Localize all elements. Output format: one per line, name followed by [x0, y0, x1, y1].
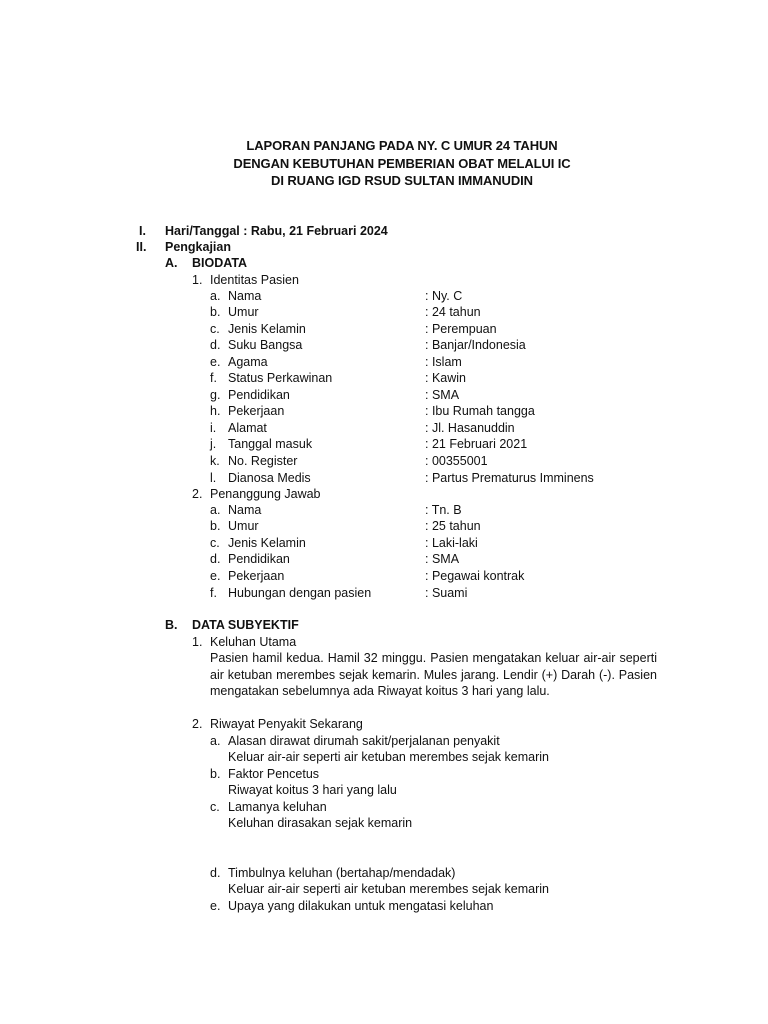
row-label: Hubungan dengan pasien: [228, 586, 372, 600]
row-label: Pendidikan: [228, 388, 290, 402]
item-detail: Keluar air-air seperti air ketuban merembes sejak kemarin: [228, 750, 549, 764]
item-detail: Keluhan dirasakan sejak kemarin: [228, 816, 413, 830]
row-letter: b.: [210, 305, 221, 319]
row-letter: f.: [210, 586, 217, 600]
row-letter: f.: [210, 371, 217, 385]
row-letter: i.: [210, 421, 217, 435]
row-value: : 21 Februari 2021: [425, 437, 528, 451]
row-letter: e.: [210, 355, 221, 369]
row-value: : SMA: [425, 552, 460, 566]
row-letter: c.: [210, 536, 220, 550]
row-label: Suku Bangsa: [228, 338, 303, 352]
row-value: : Laki-laki: [425, 536, 478, 550]
subsection-b-letter: B.: [165, 618, 178, 632]
keluhan-heading: Keluhan Utama: [210, 635, 297, 649]
penanggung-heading: Penanggung Jawab: [210, 487, 321, 501]
penanggung-number: 2.: [192, 487, 203, 501]
row-value: : 25 tahun: [425, 519, 481, 533]
row-value: : Perempuan: [425, 322, 497, 336]
section-2-number: II.: [136, 240, 147, 254]
item-letter: c.: [210, 800, 220, 814]
document-title: [0, 137, 768, 190]
identitas-number: 1.: [192, 273, 203, 287]
row-letter: g.: [210, 388, 221, 402]
row-value: : Banjar/Indonesia: [425, 338, 526, 352]
item-letter: e.: [210, 899, 221, 913]
row-value: : Tn. B: [425, 503, 462, 517]
row-value: : Ny. C: [425, 289, 463, 303]
row-label: Nama: [228, 289, 262, 303]
row-letter: d.: [210, 552, 221, 566]
row-value: : Pegawai kontrak: [425, 569, 525, 583]
row-label: Jenis Kelamin: [228, 536, 306, 550]
row-letter: a.: [210, 503, 221, 517]
item-letter: a.: [210, 734, 221, 748]
title-line-1: LAPORAN PANJANG PADA NY. C UMUR 24 TAHUN: [246, 138, 558, 153]
riwayat-heading: Riwayat Penyakit Sekarang: [210, 717, 363, 731]
row-letter: h.: [210, 404, 221, 418]
subsection-a-title: BIODATA: [192, 256, 248, 270]
row-label: Dianosa Medis: [228, 471, 311, 485]
section-2-title: Pengkajian: [165, 240, 231, 254]
row-letter: a.: [210, 289, 221, 303]
subsection-b-title: DATA SUBYEKTIF: [192, 618, 299, 632]
title-line-3: DI RUANG IGD RSUD SULTAN IMMANUDIN: [271, 173, 533, 188]
row-letter: d.: [210, 338, 221, 352]
row-letter: c.: [210, 322, 220, 336]
item-detail: Keluar air-air seperti air ketuban merembes sejak kemarin: [228, 882, 549, 896]
row-label: Status Perkawinan: [228, 371, 333, 385]
item-label: Upaya yang dilakukan untuk mengatasi keluhan: [228, 899, 494, 913]
item-label: Lamanya keluhan: [228, 800, 327, 814]
row-label: No. Register: [228, 454, 298, 468]
row-value: : 00355001: [425, 454, 488, 468]
item-letter: b.: [210, 767, 221, 781]
row-value: : SMA: [425, 388, 460, 402]
section-1-number: I.: [139, 224, 146, 238]
row-label: Pekerjaan: [228, 404, 285, 418]
row-letter: k.: [210, 454, 220, 468]
row-label: Umur: [228, 519, 259, 533]
row-value: : Jl. Hasanuddin: [425, 421, 515, 435]
title-line-2: DENGAN KEBUTUHAN PEMBERIAN OBAT MELALUI IC: [233, 155, 571, 171]
row-letter: j.: [210, 437, 217, 451]
keluhan-paragraph: Pasien hamil kedua. Hamil 32 minggu. Pasien mengatakan keluar air-air seperti air ketuban merembes sejak kemarin. Mules jarang. Lendir (+) Darah (-). Pasien mengatakan sebelumnya ada Riwayat koitus 3 hari yang lalu.: [210, 651, 657, 698]
row-label: Alamat: [228, 421, 267, 435]
row-label: Umur: [228, 305, 259, 319]
row-value: : Kawin: [425, 371, 466, 385]
item-label: Faktor Pencetus: [228, 767, 320, 781]
row-value: : Ibu Rumah tangga: [425, 404, 535, 418]
row-value: : 24 tahun: [425, 305, 481, 319]
row-label: Pendidikan: [228, 552, 290, 566]
row-value: : Suami: [425, 586, 468, 600]
item-label: Alasan dirawat dirumah sakit/perjalanan penyakit: [228, 734, 500, 748]
row-letter: e.: [210, 569, 221, 583]
row-label: Jenis Kelamin: [228, 322, 306, 336]
riwayat-number: 2.: [192, 717, 203, 731]
identitas-heading: Identitas Pasien: [210, 273, 299, 287]
row-letter: l.: [210, 471, 217, 485]
row-value: : Islam: [425, 355, 462, 369]
keluhan-number: 1.: [192, 635, 203, 649]
section-1-date: Hari/Tanggal : Rabu, 21 Februari 2024: [165, 224, 388, 238]
row-label: Nama: [228, 503, 262, 517]
row-label: Pekerjaan: [228, 569, 285, 583]
item-detail: Riwayat koitus 3 hari yang lalu: [228, 783, 397, 797]
row-letter: b.: [210, 519, 221, 533]
row-value: : Partus Prematurus Imminens: [425, 471, 594, 485]
row-label: Agama: [228, 355, 268, 369]
row-label: Tanggal masuk: [228, 437, 313, 451]
item-label: Timbulnya keluhan (bertahap/mendadak): [228, 866, 456, 880]
subsection-a-letter: A.: [165, 256, 178, 270]
item-letter: d.: [210, 866, 221, 880]
